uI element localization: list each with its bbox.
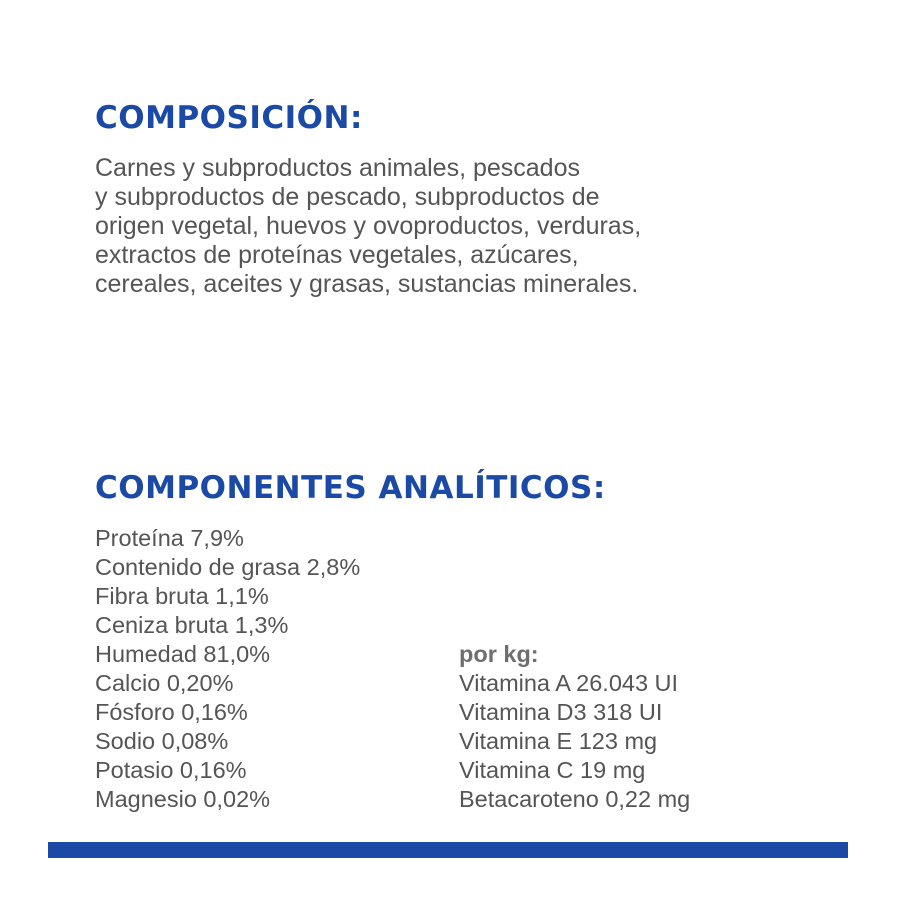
per-kg-title: por kg: (459, 641, 539, 667)
bottom-accent-bar (48, 842, 848, 858)
per-kg-item: Vitamina E 123 mg (459, 728, 658, 754)
per-kg-list (459, 640, 690, 814)
analytics-item: Fósforo 0,16% (95, 699, 248, 725)
analytics-item: Fibra bruta 1,1% (95, 583, 269, 609)
composition-line: origen vegetal, huevos y ovoproductos, verduras, (95, 212, 642, 240)
analytics-item: Magnesio 0,02% (95, 786, 271, 812)
composition-line: cereales, aceites y grasas, sustancias minerales. (95, 270, 639, 298)
analytics-item: Calcio 0,20% (95, 670, 234, 696)
composition-line: y subproductos de pescado, subproductos de (95, 183, 600, 211)
analytics-heading: COMPONENTES ANALÍTICOS: (95, 470, 606, 506)
composition-line: Carnes y subproductos animales, pescados (95, 154, 580, 182)
per-kg-item: Vitamina D3 318 UI (459, 699, 663, 725)
analytics-item: Potasio 0,16% (95, 757, 247, 783)
per-kg-item: Vitamina C 19 mg (459, 757, 646, 783)
analytics-item: Sodio 0,08% (95, 728, 229, 754)
composition-heading: COMPOSICIÓN: (95, 100, 363, 136)
analytics-item: Humedad 81,0% (95, 641, 271, 667)
analytics-item: Proteína 7,9% (95, 525, 244, 551)
per-kg-item: Vitamina A 26.043 UI (459, 670, 679, 696)
analytics-item: Ceniza bruta 1,3% (95, 612, 289, 638)
analytics-list (95, 524, 360, 814)
composition-text (95, 154, 641, 299)
analytics-item: Contenido de grasa 2,8% (95, 554, 361, 580)
composition-line: extractos de proteínas vegetales, azúcares, (95, 241, 579, 269)
per-kg-item: Betacaroteno 0,22 mg (459, 786, 691, 812)
